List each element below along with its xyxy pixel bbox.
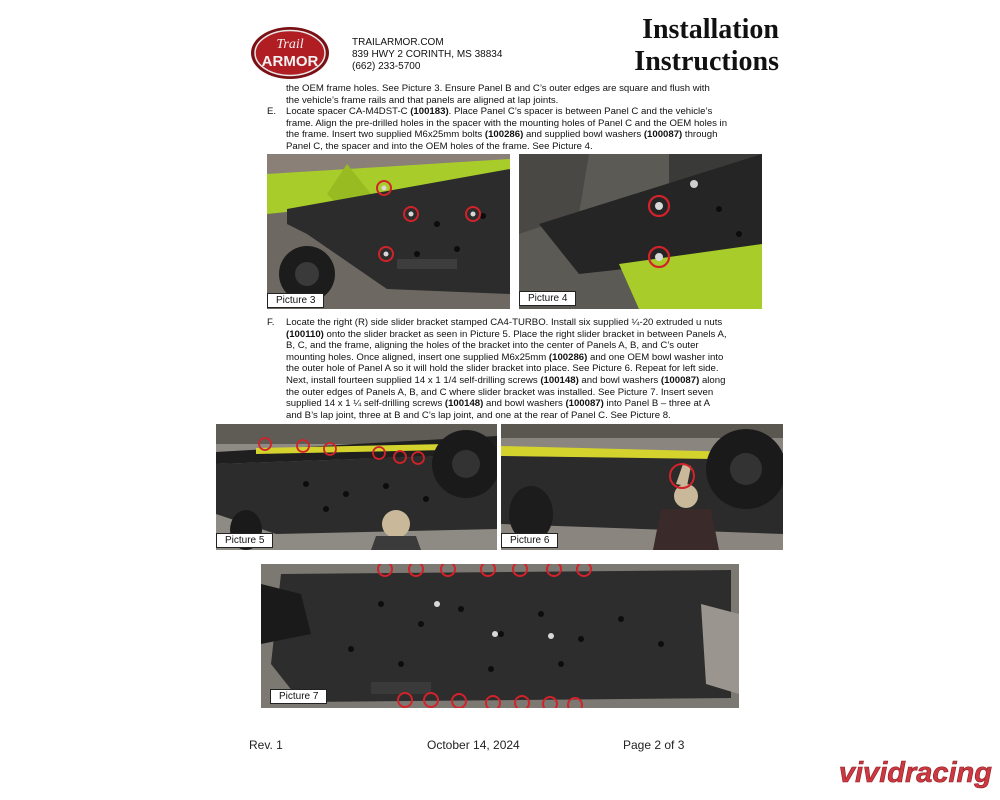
company-phone: (662) 233-5700 <box>352 61 421 72</box>
page-title-line-2: Instructions <box>634 46 779 77</box>
step-f-letter: F. <box>267 317 275 328</box>
footer-page-number: Page 2 of 3 <box>623 738 685 752</box>
picture-4-caption: Picture 4 <box>519 291 576 306</box>
picture-5-caption: Picture 5 <box>216 533 273 548</box>
company-name: TRAILARMOR.COM <box>352 37 444 48</box>
picture-3-caption: Picture 3 <box>267 293 324 308</box>
footer-revision: Rev. 1 <box>249 738 283 752</box>
step-f-text: Locate the right (R) side slider bracket stamped CA4-TURBO. Install six supplied ¼-20 extruded u nuts (100110) onto the slider bracket as seen in Picture 5. Place the right slider bracket in between Panels A, B, C, and the frame, aligning the holes of the bracket into the center of Panels A, B, and C’s outer mounting holes. Once aligned, insert one supplied M6x25mm (100286) and one OEM bowl washer into the outer hole of Panel A so it will hold the slider bracket into place. See Picture 6. Repeat for left side. Next, install fourteen supplied 14 x 1 1/4 self-drilling screws (100148) and bowl washers (100087) along the outer edges of Panels A, B, and C where slider bracket was installed. See Picture 7. Insert seven supplied 14 x 1 ¼ self-drilling screws (100148) and bowl washers (100087) into Panel B – three at A and B’s lap joint, three at B and C’s lap joint, and one at the rear of Panel C. See Picture 8. <box>286 317 727 421</box>
step-e-text: Locate spacer CA-M4DST-C (100183). Place Panel C’s spacer is between Panel C and the vehicle’s frame. Align the pre-drilled holes in the spacer with the mounting holes of Panel C and the OEM holes in the frame. Insert two supplied M6x25mm bolts (100286) and supplied bowl washers (100087) through Panel C, the spacer and into the OEM holes of the frame. See Picture 4. <box>286 106 728 152</box>
picture-3-photo <box>267 154 510 309</box>
footer-date: October 14, 2024 <box>427 738 520 752</box>
company-address: 839 HWY 2 CORINTH, MS 38834 <box>352 49 503 60</box>
picture-6-photo <box>501 424 783 550</box>
vividracing-watermark <box>804 754 994 790</box>
picture-6-caption: Picture 6 <box>501 533 558 548</box>
trail-armor-logo <box>250 26 330 80</box>
svg-text:ARMOR: ARMOR <box>261 53 319 70</box>
page-title-line-1: Installation <box>642 14 779 45</box>
picture-4-photo <box>519 154 762 309</box>
step-d-continued: the OEM frame holes. See Picture 3. Ensure Panel B and C’s outer edges are square and flush with the vehicle’s frame rails and that panels are aligned at lap joints. <box>286 83 710 106</box>
svg-text:Trail: Trail <box>276 37 304 52</box>
svg-text:vividracing: vividracing <box>838 757 992 789</box>
picture-5-photo <box>216 424 497 550</box>
picture-7-photo <box>261 564 739 708</box>
step-e-letter: E. <box>267 106 277 117</box>
picture-7-caption: Picture 7 <box>270 689 327 704</box>
